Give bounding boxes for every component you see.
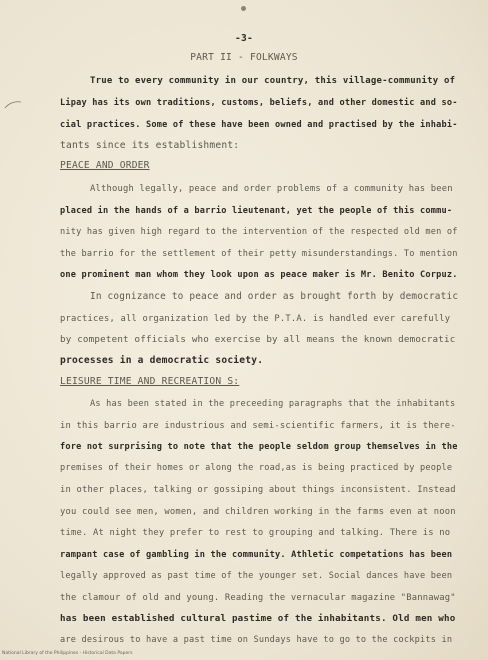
intro-line: True to every community in our country, this village-community of (90, 76, 456, 86)
paragraph-line: rampant case of gambling in the community. Athletic competations has been (60, 550, 453, 560)
paragraph-line: the barrio for the settlement of their petty misunderstandings. To mention (60, 249, 458, 259)
part-title: PART II - FOLKWAYS (190, 52, 298, 63)
intro-line: Lipay has its own traditions, customs, beliefs, and other domestic and so- (60, 98, 458, 108)
section-heading: PEACE AND ORDER (60, 160, 150, 171)
paragraph-line: premises of their homes or along the road,as is being practiced by people (60, 463, 453, 473)
paragraph-line: fore not surprising to note that the people seldom group themselves in the (60, 442, 458, 452)
paragraph-line: As has been stated in the preceeding paragraphs that the inhabitants (90, 399, 456, 409)
paragraph-line: time. At night they prefer to rest to grouping and talking. There is no (60, 528, 451, 538)
paragraph-line: processes in a democratic society. (60, 355, 264, 366)
section-heading: LEISURE TIME AND RECREATION S: (60, 376, 240, 387)
paragraph-line: in this barrio are industrious and semi-scientific farmers, it is there- (60, 421, 456, 431)
intro-line: tants since its establishment: (60, 140, 240, 151)
paragraph-line: you could see men, women, and children working in the farms even at noon (60, 507, 456, 517)
page-number: -3- (235, 33, 253, 44)
footer-credit: National Library of the Philippines - Historical Data Papers (2, 651, 133, 656)
paragraph-line: are desirous to have a past time on Sundays have to go to the cockpits in (60, 635, 453, 645)
paragraph-line: practices, all organization led by the P.T.A. is handled ever carefully (60, 314, 451, 324)
paragraph-line: legally approved as past time of the younger set. Social dances have been (60, 571, 453, 581)
paragraph-line: has been established cultural pastime of the inhabitants. Old men who (60, 613, 456, 624)
paragraph-line: In cognizance to peace and order as brought forth by democratic (90, 291, 459, 302)
paragraph-line: the clamour of old and young. Reading the vernacular magazine "Bannawag" (60, 593, 456, 603)
paragraph-line: one prominent man whom they look upon as peace maker is Mr. Benito Corpuz. (60, 270, 458, 280)
paragraph-line: placed in the hands of a barrio lieutenant, yet the people of this commu- (60, 206, 453, 216)
paragraph-line: by competent officials who exercise by all means the known democratic (60, 334, 456, 345)
margin-pencil-mark (4, 100, 22, 110)
punch-hole (241, 6, 246, 11)
paragraph-line: in other places, talking or gossiping about things inconsistent. Instead (60, 485, 456, 495)
paragraph-line: nity has given high regard to the intervention of the respected old men of (60, 227, 458, 237)
paragraph-line: Although legally, peace and order problems of a community has been (90, 184, 453, 194)
intro-line: cial practices. Some of these have been owned and practised by the inhabi- (60, 120, 458, 130)
